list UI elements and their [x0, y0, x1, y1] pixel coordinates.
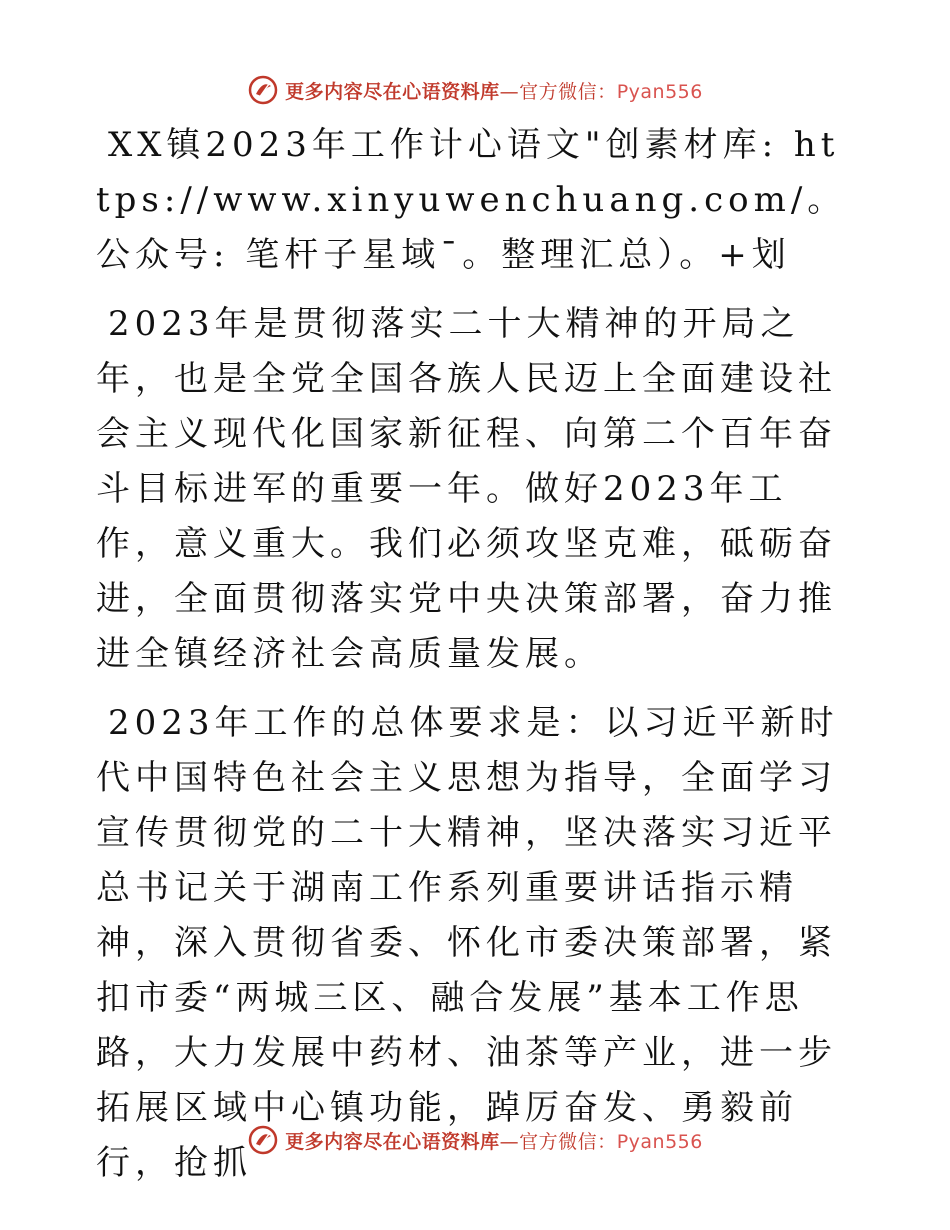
watermark-text: [285, 1127, 703, 1154]
watermark-banner-bottom: [0, 1118, 950, 1162]
paragraph-title: XX镇2023年工作计心语文"创素材库: https://www.xinyuwenchuang.com/。公众号: 笔杆子星域¯。整理汇总）。+划: [96, 125, 847, 275]
watermark-main: 更多内容尽在心语资料库: [285, 80, 500, 103]
watermark-wechat-label: 官方微信：: [519, 1130, 617, 1153]
watermark-banner-top: [0, 68, 950, 112]
paragraph-requirements: 2023年工作的总体要求是：以习近平新时代中国特色社会主义思想为指导，全面学习宣传贯彻党的二十大精神，坚决落实习近平总书记关于湖南工作系列重要讲话指示精神，深入贯彻省委、怀化市委决策部署，紧扣市委“两城三区、融合发展”基本工作思路，大力发展中药材、油茶等产业，进一步拓展区域中心镇功能，踔厉奋发、勇毅前行，抢抓: [96, 703, 839, 1183]
watermark-main: 更多内容尽在心语资料库: [285, 1130, 500, 1153]
watermark-text: [285, 77, 703, 104]
seal-logo-icon: [247, 74, 279, 106]
watermark-dash: —: [499, 80, 520, 103]
paragraph-intro: 2023年是贯彻落实二十大精神的开局之年，也是全党全国各族人民迈上全面建设社会主义现代化国家新征程、向第二个百年奋斗目标进军的重要一年。做好2023年工作，意义重大。我们必须攻坚克难，砥砺奋进，全面贯彻落实党中央决策部署，奋力推进全镇经济社会高质量发展。: [96, 304, 837, 674]
watermark-wechat-id: Pyan556: [616, 1130, 703, 1153]
watermark-wechat-label: 官方微信：: [519, 80, 617, 103]
watermark-dash: —: [499, 1130, 520, 1153]
document-body: [96, 118, 856, 1205]
seal-logo-icon: [247, 1124, 279, 1156]
watermark-wechat-id: Pyan556: [616, 80, 703, 103]
